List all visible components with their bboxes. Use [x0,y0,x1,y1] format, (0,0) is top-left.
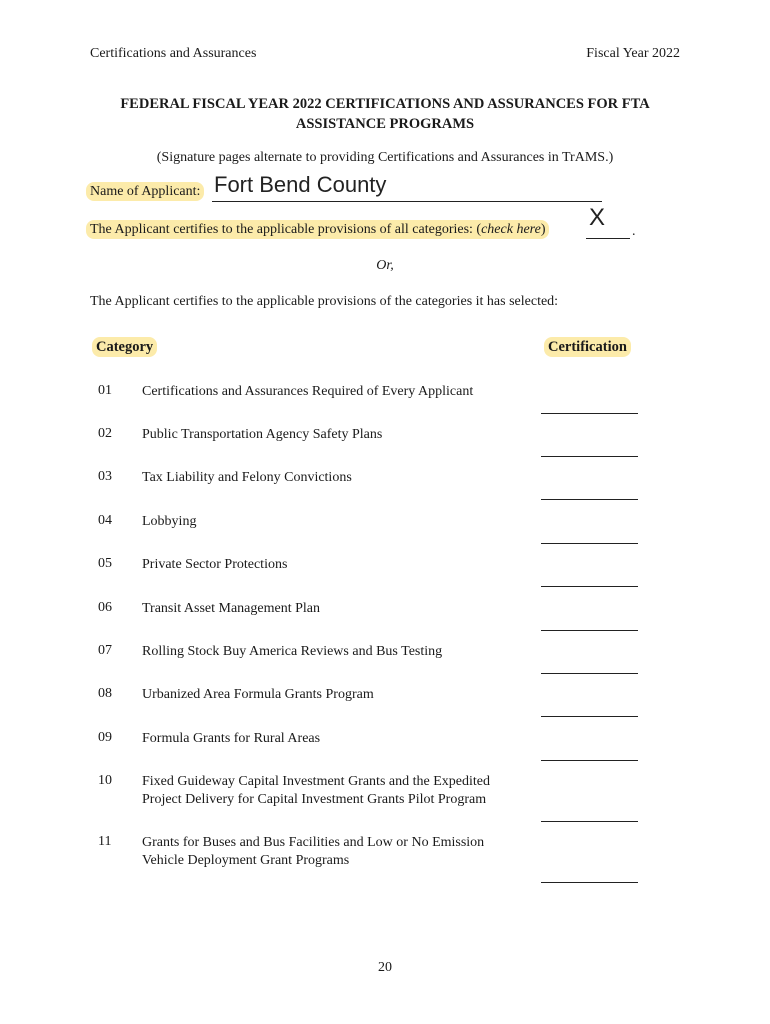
category-label-line-1: Grants for Buses and Bus Facilities and Low or No Emission [142,835,485,850]
category-number: 01 [98,383,112,398]
category-label-line-2: Project Delivery for Capital Investment Grants Pilot Program [142,792,487,807]
category-label-line-1: Formula Grants for Rural Areas [142,731,321,746]
category-number: 05 [98,556,112,571]
category-label-line-1: Private Sector Protections [142,557,288,572]
certification-column-header-text: Certification [544,337,631,357]
certification-blank-line[interactable] [541,673,638,674]
category-label [142,383,532,401]
category-number: 03 [98,469,112,484]
category-label [142,686,532,704]
category-label [142,556,532,574]
page-title: FEDERAL FISCAL YEAR 2022 CERTIFICATIONS AND ASSURANCES FOR FTA ASSISTANCE PROGRAMS [120,96,650,132]
category-label [142,513,532,531]
certify-all-period: . [632,224,636,239]
category-number: 06 [98,600,112,615]
category-column-header-text: Category [92,337,157,357]
certify-all-checkmark[interactable]: X [589,204,606,231]
certify-all-label-end: ) [540,222,546,237]
category-number: 11 [98,834,112,849]
applicant-name-field[interactable]: Fort Bend County [214,172,387,197]
category-number: 08 [98,686,112,701]
certification-blank-line[interactable] [541,543,638,544]
category-number: 02 [98,426,112,441]
certify-all-label [86,222,549,238]
category-label-line-1: Transit Asset Management Plan [142,601,320,616]
applicant-name-label-text: Name of Applicant: [86,182,204,201]
applicant-name-line[interactable] [212,201,602,202]
category-label [142,643,532,661]
certification-blank-line[interactable] [541,586,638,587]
or-text: Or, [376,258,394,273]
header-right: Fiscal Year 2022 [586,46,680,61]
category-number: 09 [98,730,112,745]
category-label-line-1: Urbanized Area Formula Grants Program [142,687,374,702]
certify-all-label-start: The Applicant certifies to the applicable provisions of all categories: ( [90,222,482,237]
certification-blank-line[interactable] [541,760,638,761]
category-number: 07 [98,643,112,658]
category-label-line-1: Tax Liability and Felony Convictions [142,470,352,485]
category-label [142,834,532,870]
certify-all-line[interactable] [586,238,630,239]
page-subtitle: (Signature pages alternate to providing Certifications and Assurances in TrAMS.) [156,150,614,165]
category-label-line-1: Certifications and Assurances Required of Every Applicant [142,384,474,399]
certification-blank-line[interactable] [541,413,638,414]
certification-blank-line[interactable] [541,716,638,717]
category-label [142,469,532,487]
category-label [142,773,532,809]
category-label [142,600,532,618]
category-label [142,730,532,748]
page-number: 20 [378,960,392,975]
category-label [142,426,532,444]
category-label-line-1: Public Transportation Agency Safety Plans [142,427,383,442]
category-number: 04 [98,513,112,528]
category-label-line-1: Rolling Stock Buy America Reviews and Bus Testing [142,644,443,659]
certification-blank-line[interactable] [541,456,638,457]
category-column-header [92,339,157,356]
category-label-line-1: Lobbying [142,514,197,529]
certification-blank-line[interactable] [541,821,638,822]
category-label-line-2: Vehicle Deployment Grant Programs [142,853,350,868]
certification-column-header [544,339,631,356]
category-number: 10 [98,773,112,788]
certification-blank-line[interactable] [541,882,638,883]
selected-categories-text: The Applicant certifies to the applicable provisions of the categories it has selected: [90,294,559,309]
certification-blank-line[interactable] [541,630,638,631]
category-label-line-1: Fixed Guideway Capital Investment Grants and the Expedited [142,774,490,789]
certification-blank-line[interactable] [541,499,638,500]
header-left: Certifications and Assurances [90,46,257,61]
certify-all-label-italic: check here [481,222,541,237]
applicant-name-label [86,184,204,200]
